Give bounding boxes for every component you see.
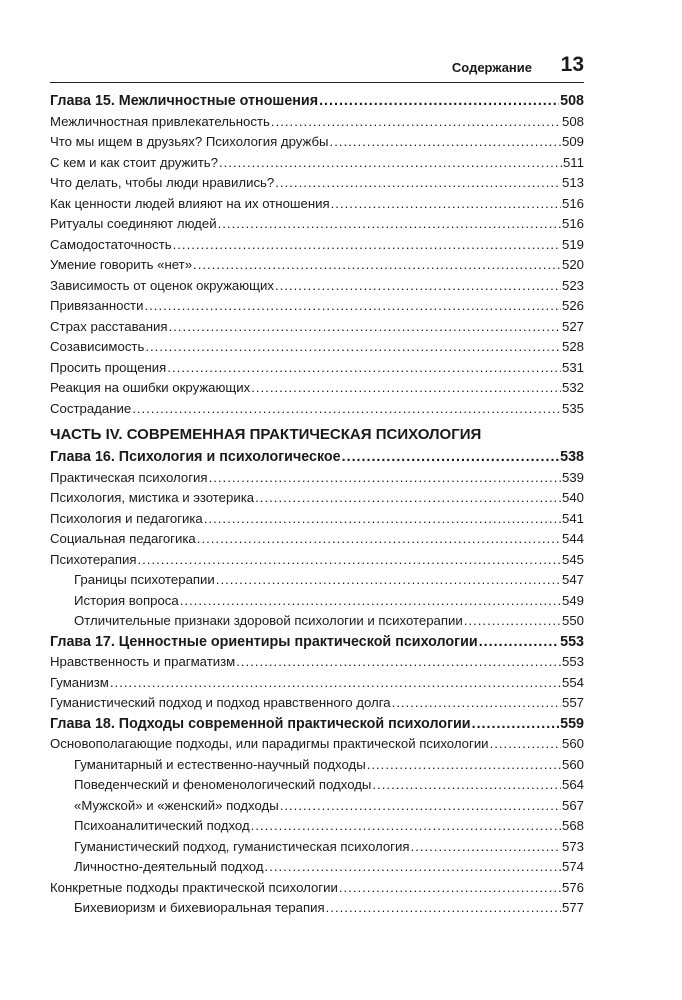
entry-page-number: 539 xyxy=(561,469,584,485)
toc-entry xyxy=(50,378,584,399)
entry-title: С кем и как стоит дружить? xyxy=(50,154,218,170)
entry-title: Психотерапия xyxy=(50,551,137,567)
entry-page-number: 532 xyxy=(561,380,584,395)
toc-entry xyxy=(50,276,584,297)
entry-page-number: 540 xyxy=(561,490,584,505)
part-heading xyxy=(50,423,584,447)
entry-title: Сострадание xyxy=(50,400,132,416)
dot-leader xyxy=(218,214,561,235)
dot-leader xyxy=(490,734,561,755)
toc-entry xyxy=(50,255,584,276)
toc-entry xyxy=(50,878,584,899)
toc-entry xyxy=(50,509,584,530)
dot-leader xyxy=(411,837,561,858)
entry-title: Психология и педагогика xyxy=(50,510,203,526)
dot-leader xyxy=(180,591,561,612)
entry-title: Что мы ищем в друзьях? Психология дружбы xyxy=(50,134,329,149)
toc-entry xyxy=(50,550,584,571)
toc-entry xyxy=(50,755,584,776)
entry-title: Конкретные подходы практической психологии xyxy=(50,879,338,895)
toc-entry xyxy=(50,153,584,174)
dot-leader xyxy=(331,194,561,215)
entry-title: Глава 16. Психология и психологическое xyxy=(50,449,341,465)
entry-title: Гуманизм xyxy=(50,674,109,690)
entry-title: Гуманистический подход, гуманистическая психология xyxy=(74,838,410,854)
entry-title: Глава 18. Подходы современной практической психологии xyxy=(50,715,471,732)
dot-leader xyxy=(209,468,561,489)
dot-leader xyxy=(326,898,561,919)
entry-title: Ритуалы соединяют людей xyxy=(50,216,217,231)
chapter-entry xyxy=(50,91,584,112)
entry-page-number: 560 xyxy=(561,756,584,772)
entry-page-number: 553 xyxy=(561,654,584,669)
entry-title: Как ценности людей влияют на их отношения xyxy=(50,195,330,211)
entry-page-number: 573 xyxy=(561,838,584,854)
toc-entry xyxy=(50,693,584,714)
toc-entry xyxy=(50,317,584,338)
entry-page-number: 541 xyxy=(561,510,584,526)
toc-entry xyxy=(50,194,584,215)
entry-page-number: 560 xyxy=(561,736,584,751)
entry-title: Зависимость от оценок окружающих xyxy=(50,277,274,293)
entry-page-number: 559 xyxy=(560,715,584,732)
dot-leader xyxy=(479,632,559,653)
entry-page-number: 516 xyxy=(561,216,584,231)
entry-page-number: 516 xyxy=(561,195,584,211)
entry-page-number: 554 xyxy=(561,674,584,690)
toc-entry xyxy=(50,399,584,420)
toc-entry xyxy=(50,529,584,550)
entry-page-number: 557 xyxy=(561,695,584,710)
dot-leader xyxy=(372,775,561,796)
entry-title: Что делать, чтобы люди нравились? xyxy=(50,175,275,190)
dot-leader xyxy=(144,296,561,317)
toc-entry xyxy=(50,488,584,509)
entry-page-number: 576 xyxy=(561,879,584,895)
entry-title: Реакция на ошибки окружающих xyxy=(50,380,251,395)
entry-title: Глава 15. Межличностные отношения xyxy=(50,93,319,109)
dot-leader xyxy=(169,317,561,338)
entry-page-number: 547 xyxy=(561,572,584,587)
toc-entry xyxy=(50,857,584,878)
entry-title: Созависимость xyxy=(50,339,145,354)
dot-leader xyxy=(342,447,560,468)
entry-page-number: 564 xyxy=(561,777,584,792)
entry-page-number: 526 xyxy=(561,298,584,313)
entry-page-number: 574 xyxy=(561,859,584,874)
toc-entry xyxy=(50,734,584,755)
toc-entry xyxy=(50,112,584,133)
toc-entry xyxy=(50,570,584,591)
toc-entry xyxy=(50,898,584,919)
entry-title: «Мужской» и «женский» подходы xyxy=(74,797,279,813)
entry-title: Гуманистический подход и подход нравственного долга xyxy=(50,695,391,710)
entry-page-number: 523 xyxy=(561,277,584,293)
toc-entry xyxy=(50,816,584,837)
entry-page-number: 567 xyxy=(561,797,584,813)
entry-title: Страх расставания xyxy=(50,318,168,334)
entry-title: Основополагающие подходы, или парадигмы практической психологии xyxy=(50,736,489,751)
entry-page-number: 508 xyxy=(561,113,584,129)
dot-leader xyxy=(275,276,561,297)
chapter-entry xyxy=(50,447,584,468)
dot-leader xyxy=(216,570,561,591)
dot-leader xyxy=(265,857,561,878)
entry-title: Межличностная привлекательность xyxy=(50,113,270,129)
header-rule xyxy=(50,82,584,83)
toc-entry xyxy=(50,173,584,194)
entry-page-number: 538 xyxy=(560,449,584,465)
entry-title: Психология, мистика и эзотерика xyxy=(50,490,255,505)
header-title: Содержание xyxy=(451,60,532,75)
toc-entry xyxy=(50,837,584,858)
entry-title: Нравственность и прагматизм xyxy=(50,654,236,669)
toc-entry xyxy=(50,652,584,673)
toc-entry xyxy=(50,591,584,612)
entry-page-number: 577 xyxy=(561,900,584,915)
entry-page-number: 513 xyxy=(561,175,584,190)
dot-leader xyxy=(330,132,561,153)
entry-title: Отличительные признаки здоровой психологии и психотерапии xyxy=(74,613,463,628)
toc-entry xyxy=(50,132,584,153)
dot-leader xyxy=(145,337,561,358)
toc-entry xyxy=(50,796,584,817)
entry-page-number: 545 xyxy=(561,551,584,567)
entry-title: Границы психотерапии xyxy=(74,572,215,587)
dot-leader xyxy=(204,509,561,530)
dot-leader xyxy=(167,358,561,379)
dot-leader xyxy=(110,673,561,694)
entry-title: Поведенческий и феноменологический подходы xyxy=(74,777,372,792)
entry-page-number: 550 xyxy=(561,613,584,628)
dot-leader xyxy=(472,714,560,735)
dot-leader xyxy=(275,173,561,194)
entry-title: Социальная педагогика xyxy=(50,531,196,546)
entry-page-number: 509 xyxy=(561,134,584,149)
dot-leader xyxy=(197,529,561,550)
entry-title: Самодостаточность xyxy=(50,236,172,252)
entry-page-number: 527 xyxy=(561,318,584,334)
dot-leader xyxy=(251,378,561,399)
entry-page-number: 508 xyxy=(560,93,584,109)
dot-leader xyxy=(132,399,561,420)
entry-page-number: 520 xyxy=(561,257,584,272)
entry-page-number: 544 xyxy=(561,531,584,546)
dot-leader xyxy=(319,91,559,112)
dot-leader xyxy=(251,816,561,837)
dot-leader xyxy=(137,550,561,571)
page-number: 13 xyxy=(560,53,584,76)
dot-leader xyxy=(280,796,561,817)
entry-title: Личностно-деятельный подход xyxy=(74,859,264,874)
entry-page-number: 511 xyxy=(562,154,584,170)
toc-entry xyxy=(50,673,584,694)
entry-title: Глава 17. Ценностные ориентиры практической психологии xyxy=(50,633,478,650)
dot-leader xyxy=(173,235,561,256)
entry-page-number: 549 xyxy=(561,592,584,608)
toc-entry xyxy=(50,214,584,235)
dot-leader xyxy=(367,755,561,776)
dot-leader xyxy=(193,255,561,276)
toc-entry xyxy=(50,296,584,317)
entry-title: История вопроса xyxy=(74,592,179,608)
entry-title: Психоаналитический подход xyxy=(74,818,250,833)
entry-title: Привязанности xyxy=(50,298,144,313)
entry-title: Гуманитарный и естественно-научный подходы xyxy=(74,756,366,772)
toc-entry xyxy=(50,611,584,632)
entry-title: Бихевиоризм и бихевиоральная терапия xyxy=(74,900,325,915)
dot-leader xyxy=(339,878,561,899)
entry-page-number: 568 xyxy=(561,818,584,833)
toc-entry xyxy=(50,358,584,379)
table-of-contents xyxy=(50,91,584,919)
dot-leader xyxy=(392,693,561,714)
dot-leader xyxy=(255,488,561,509)
entry-title: ЧАСТЬ IV. СОВРЕМЕННАЯ ПРАКТИЧЕСКАЯ ПСИХОЛОГИЯ xyxy=(50,426,482,443)
toc-entry xyxy=(50,337,584,358)
dot-leader xyxy=(464,611,561,632)
chapter-entry xyxy=(50,632,584,653)
entry-title: Умение говорить «нет» xyxy=(50,257,193,272)
entry-page-number: 531 xyxy=(561,359,584,375)
entry-title: Практическая психология xyxy=(50,469,208,485)
dot-leader xyxy=(236,652,561,673)
toc-entry xyxy=(50,775,584,796)
entry-page-number: 553 xyxy=(560,633,584,650)
running-header xyxy=(50,52,584,82)
entry-page-number: 535 xyxy=(561,400,584,416)
entry-title: Просить прощения xyxy=(50,359,167,375)
toc-entry xyxy=(50,235,584,256)
dot-leader xyxy=(219,153,562,174)
entry-page-number: 528 xyxy=(561,339,584,354)
toc-entry xyxy=(50,468,584,489)
entry-page-number: 519 xyxy=(561,236,584,252)
chapter-entry xyxy=(50,714,584,735)
dot-leader xyxy=(271,112,561,133)
